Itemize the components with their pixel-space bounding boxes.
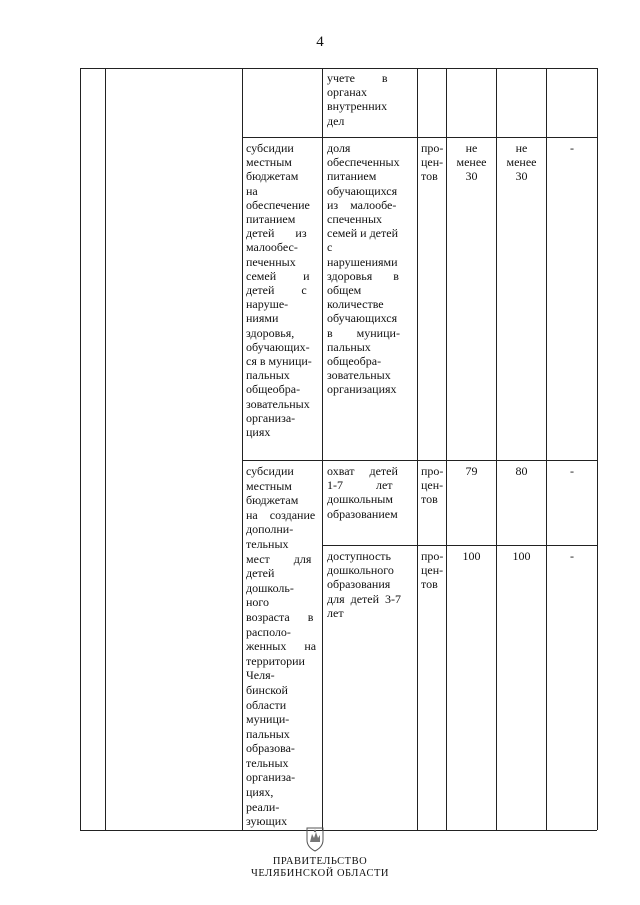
- indicator-cell: доля обеспеченных питанием обучающихся из малообе- спеченных семей и детей с нарушениями здоровья в общем количестве обучающихся в муници- пальных общеобра- зовательных организациях: [327, 141, 400, 397]
- row-separator: [242, 137, 597, 138]
- unit-cell: про- цен- тов: [421, 141, 444, 184]
- government-emblem-icon: [306, 826, 324, 852]
- column-divider: [242, 68, 243, 830]
- unit-cell: про- цен- тов: [421, 464, 444, 507]
- value-cell: 100: [512, 549, 531, 563]
- value-cell: 100: [462, 549, 481, 563]
- table-border-right: [597, 68, 598, 830]
- indicator-cell: доступность дошкольного образования для детей 3-7 лет: [327, 549, 402, 620]
- footer-region-name: ЧЕЛЯБИНСКОЙ ОБЛАСТИ: [251, 868, 389, 879]
- row-separator: [242, 460, 597, 461]
- row-separator: [322, 545, 597, 546]
- value-cell: не менее 30: [456, 141, 487, 184]
- subsidy-cell: субсидии местным бюджетам на создание дополни- тельных мест для детей дошколь- ного возраста в располо- женных на территории Челя- бинской области муници- пальных образова- тельных организа- циях, реали- зующих: [246, 464, 317, 829]
- value-cell: -: [570, 549, 574, 563]
- value-cell: 80: [515, 464, 528, 478]
- value-cell: не менее 30: [506, 141, 537, 184]
- footer-government-name: ПРАВИТЕЛЬСТВО: [272, 856, 368, 867]
- table-border-left: [80, 68, 81, 830]
- page-number: 4: [316, 34, 324, 50]
- value-cell: 79: [465, 464, 478, 478]
- column-divider: [105, 68, 106, 830]
- column-divider: [417, 68, 418, 830]
- column-divider: [322, 68, 323, 830]
- subsidy-cell: субсидии местным бюджетам на обеспечение питанием детей из малообес- печенных семей и детей с наруше- ниями здоровья, обучающих- ся в муници- пальных общеобра- зовательных организа- циях: [246, 141, 312, 440]
- indicator-cell: учете в органах внутренних дел: [327, 71, 388, 128]
- value-cell: -: [570, 141, 574, 155]
- table-border-bottom: [80, 830, 597, 831]
- unit-cell: про- цен- тов: [421, 549, 444, 592]
- indicator-cell: охват детей 1-7 лет дошкольным образованием: [327, 464, 398, 521]
- table-border-top: [80, 68, 597, 69]
- value-cell: -: [570, 464, 574, 478]
- column-divider: [546, 68, 547, 830]
